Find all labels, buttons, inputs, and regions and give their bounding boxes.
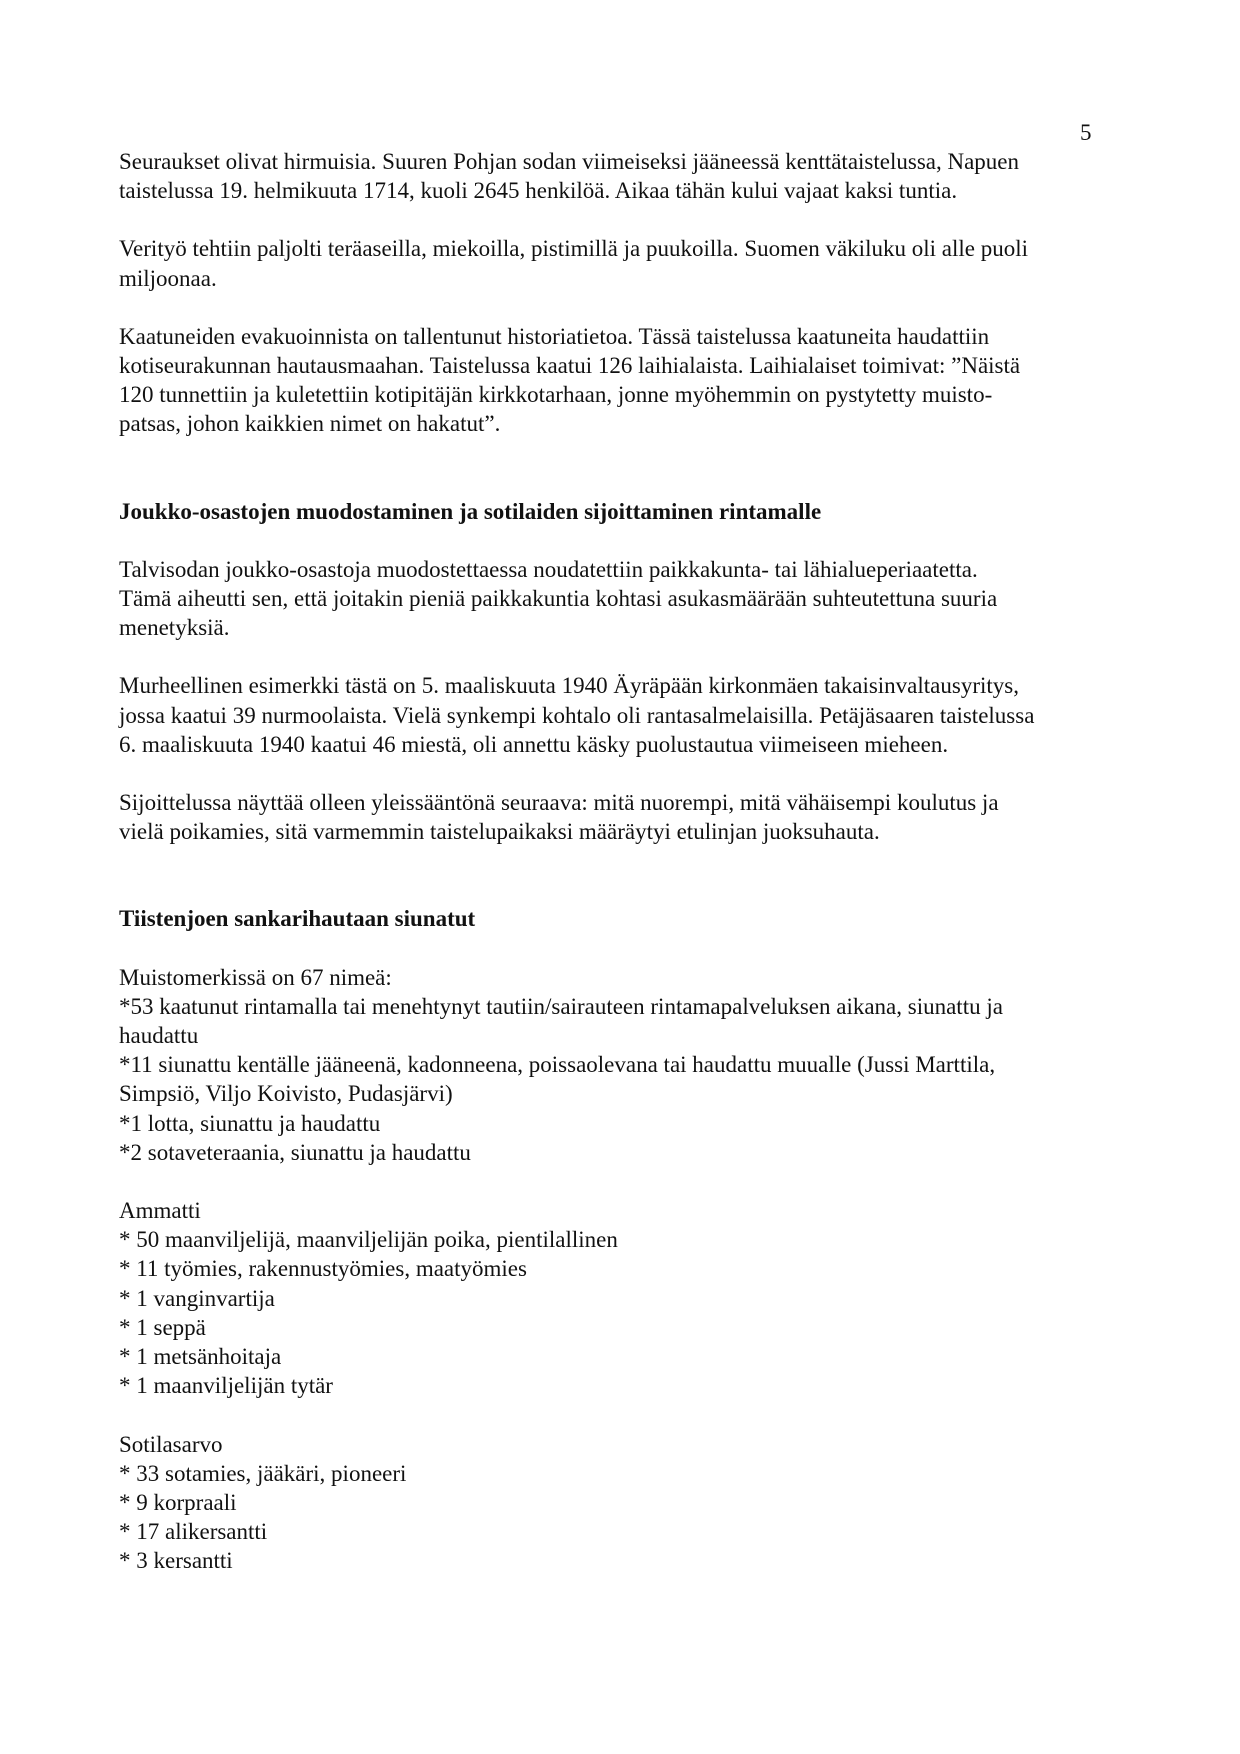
paragraph-weapons — [119, 234, 1129, 292]
occupation-list — [119, 1225, 1129, 1400]
paragraph-example — [119, 671, 1129, 759]
text-line: Seuraukset olivat hirmuisia. Suuren Pohjan sodan viimeiseksi jääneessä kenttätaistelussa, Napuen — [119, 149, 1019, 174]
list-item: * 1 metsänhoitaja — [119, 1344, 282, 1370]
section-heading-memorial: Tiistenjoen sankarihautaan siunatut — [119, 906, 476, 932]
paragraph-napue — [119, 147, 1129, 205]
paragraph-placement — [119, 788, 1129, 846]
list-item: * 33 sotamies, jääkäri, pioneeri — [119, 1460, 407, 1486]
paragraph-evacuation — [119, 322, 1129, 439]
memorial-list — [119, 992, 1129, 1167]
list-item: *2 sotaveteraania, siunattu ja haudattu — [119, 1139, 471, 1165]
memorial-intro: Muistomerkissä on 67 nimeä: — [119, 964, 392, 990]
list-item: * 50 maanviljelijä, maanviljelijän poika, pientilallinen — [119, 1227, 618, 1253]
text-line: *53 kaatunut rintamalla tai menehtynyt tautiin/sairauteen rintamapalveluksen aikana, siunattu ja — [119, 993, 1003, 1019]
text-line: Simpsiö, Viljo Koivisto, Pudasjärvi) — [119, 1081, 453, 1107]
text-line: menetyksiä. — [119, 615, 230, 641]
text-line: patsas, johon kaikkien nimet on hakatut”. — [119, 411, 501, 437]
text-line: 120 tunnettiin ja kuletettiin kotipitäjän kirkkotarhaan, jonne myöhemmin on pystytetty muisto- — [119, 382, 993, 408]
list-item: * 1 vanginvartija — [119, 1285, 275, 1311]
text-line: Sijoittelussa näyttää olleen yleissääntönä seuraava: mitä nuorempi, mitä vähäisempi koulutus ja — [119, 790, 999, 816]
section-heading-troops: Joukko-osastojen muodostaminen ja sotilaiden sijoittaminen rintamalle — [119, 498, 822, 524]
text-line: Talvisodan joukko-osastoja muodostettaessa noudatettiin paikkakunta- tai lähialueperiaatetta. — [119, 556, 978, 582]
text-line: Murheellinen esimerkki tästä on 5. maaliskuuta 1940 Äyräpään kirkonmäen takaisinvaltausyritys, — [119, 673, 1019, 699]
list-item: * 17 alikersantti — [119, 1519, 268, 1545]
list-item: * 9 korpraali — [119, 1489, 237, 1515]
list-item — [119, 992, 1129, 1050]
paragraph-principle — [119, 555, 1129, 643]
text-line: *11 siunattu kentälle jääneenä, kadonneena, poissaolevana tai haudattu muualle (Jussi Marttila, — [119, 1052, 996, 1078]
page-number: 5 — [1080, 120, 1092, 145]
text-line: 6. maaliskuuta 1940 kaatui 46 miestä, oli annettu käsky puolustautua viimeiseen mieheen. — [119, 731, 949, 757]
rank-title: Sotilasarvo — [119, 1431, 223, 1457]
text-line: jossa kaatui 39 nurmoolaista. Vielä synkempi kohtalo oli rantasalmelaisilla. Petäjäsaaren taistelussa — [119, 702, 1035, 728]
text-line: Kaatuneiden evakuoinnista on tallentunut historiatietoa. Tässä taistelussa kaatuneita haudattiin — [119, 323, 990, 349]
text-line: miljoonaa. — [119, 265, 217, 291]
list-item: *1 lotta, siunattu ja haudattu — [119, 1110, 381, 1136]
document-body — [119, 147, 1129, 1576]
text-line: haudattu — [119, 1023, 199, 1049]
rank-list — [119, 1459, 1129, 1576]
list-item: * 11 työmies, rakennustyömies, maatyömies — [119, 1256, 527, 1282]
text-line: taistelussa 19. helmikuuta 1714, kuoli 2645 henkilöä. Aikaa tähän kului vajaat kaksi tuntia. — [119, 178, 958, 204]
occupation-title: Ammatti — [119, 1198, 201, 1224]
text-line: vielä poikamies, sitä varmemmin taistelupaikaksi määräytyi etulinjan juoksuhauta. — [119, 819, 880, 845]
text-line: Tämä aiheutti sen, että joitakin pieniä paikkakuntia kohtasi asukasmäärään suhteutettuna suuria — [119, 586, 998, 612]
list-item: * 1 seppä — [119, 1314, 206, 1340]
list-item — [119, 1050, 1129, 1108]
list-item: * 1 maanviljelijän tytär — [119, 1373, 333, 1399]
list-item: * 3 kersantti — [119, 1548, 233, 1574]
text-line: Verityö tehtiin paljolti teräaseilla, miekoilla, pistimillä ja puukoilla. Suomen väkiluku oli alle puoli — [119, 236, 1028, 262]
text-line: kotiseurakunnan hautausmaahan. Taistelussa kaatui 126 laihialaista. Laihialaiset toimivat: ”Näistä — [119, 353, 1021, 379]
